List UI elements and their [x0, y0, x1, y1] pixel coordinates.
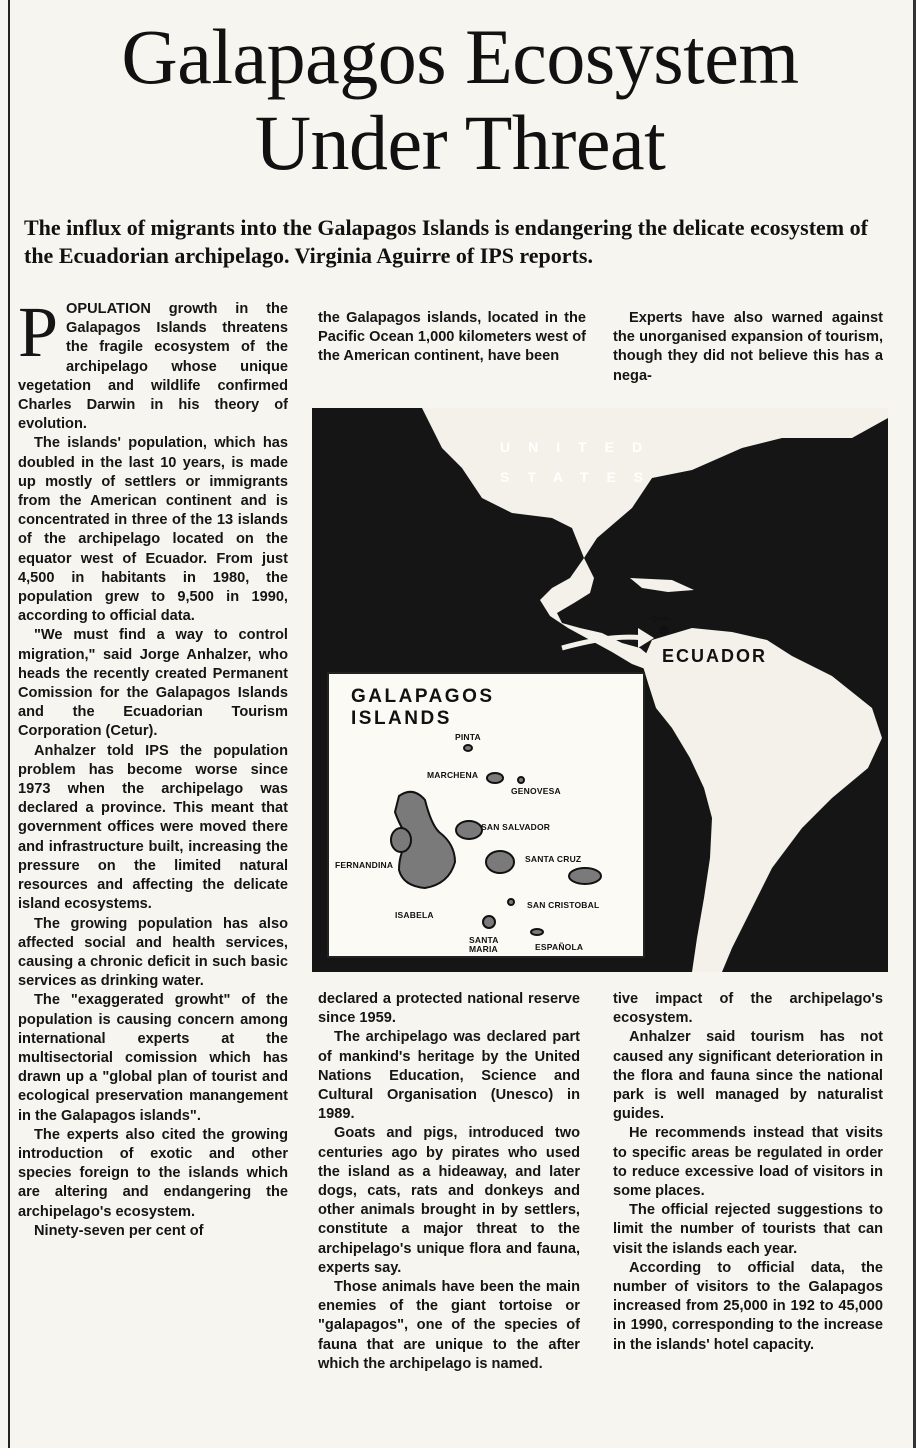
paragraph: the Galapagos islands, located in the Pacific Ocean 1,000 kilometers west of the American continent, have been [318, 310, 586, 365]
label-espanola: ESPAÑOLA [535, 942, 584, 952]
island-genovesa [518, 777, 524, 783]
label-united-states: UNITED STATES [500, 439, 662, 485]
island-marchena [487, 773, 503, 783]
headline [20, 14, 900, 186]
inset-title-line-1: GALAPAGOS [351, 686, 495, 707]
paragraph: Goats and pigs, introduced two centuries ago by pirates who used the island as a hideaway, and later dogs, cats, rats and donkeys and other animals brought in by settlers, constitute a major threat to the archipelago's unique flora and fauna, experts say. [318, 1125, 580, 1276]
island-fernandina [391, 828, 411, 852]
lead-caps: OPULATION [66, 301, 151, 317]
galapagos-islands-shapes [329, 674, 643, 956]
label-ecuador: ECUADOR [662, 646, 768, 666]
drop-cap: P [18, 300, 59, 372]
label-san-salvador: SAN SALVADOR [481, 822, 551, 832]
headline-line-1: Galapagos Ecosystem [121, 13, 799, 100]
label-san-cristobal: SAN CRISTOBAL [527, 900, 600, 910]
island-espanola [531, 929, 543, 935]
article-column-3-bottom [613, 990, 883, 1440]
paragraph [18, 300, 288, 434]
inset-title-line-2: ISLANDS [351, 708, 452, 729]
paragraph: Anhalzer told IPS the population problem has become worse since 1973 when the archipelago was declared a province. This meant that government offices were moved there and infrastructure built, increasing the pressure on the limited natural resources and affecting the delicate island ecosystems. [18, 742, 288, 913]
headline-line-2: Under Threat [254, 99, 666, 186]
label-isabela: ISABELA [395, 910, 434, 920]
island-san-salvador [456, 821, 482, 839]
paragraph: The islands' population, which has doubled in the last 10 years, is made up mostly of settlers or immigrants from the American continent and is concentrated in three of the 13 islands of the archipelago located on the equator west of Ecuador. From just 4,500 in habitants in 1980, the population grew to 9,500 in 1990, according to official data. [18, 435, 288, 625]
paragraph: declared a protected national reserve since 1959. [318, 991, 580, 1027]
article-column-2-top [318, 309, 586, 389]
map-figure [312, 408, 888, 972]
paragraph: "We must find a way to control migration," said Jorge Anhalzer, who heads the recently created Permanent Comission for the Galapagos Islands and the Ecuadorian Tourism Corporation (Cetur). [18, 627, 288, 740]
lead-text: growth in the Galapagos Islands threatens the fragile ecosystem of the archipelago whose unique vegetation and wildlife confirmed Charles Darwin in his theory of evolution. [18, 301, 288, 433]
paragraph: Anhalzer said tourism has not caused any significant deterioration in the flora and fauna since the national park is well managed by naturalist guides. [613, 1029, 883, 1123]
central-america-landmass [540, 558, 652, 670]
label-santa-maria-line-2: MARIA [469, 944, 498, 954]
label-quito: Quito [652, 616, 671, 623]
paragraph: The archipelago was declared part of mankind's heritage by the United Nations Education, Science and Cultural Organisation (Unesco) in 1989. [318, 1029, 580, 1123]
island-santa-cruz [486, 851, 514, 873]
paragraph: Those animals have been the main enemies of the giant tortoise or "galapagos", one of the species of fauna that are unique to the after which the archipelago is named. [318, 1279, 580, 1372]
paragraph: According to official data, the number of visitors to the Galapagos increased from 25,000 in 192 to 45,000 in 1990, corresponding to the increase in the islands' hotel capacity. [613, 1259, 883, 1353]
island-san-cristobal [569, 868, 601, 884]
column-rule-left [8, 0, 10, 1448]
label-santa-cruz: SANTA CRUZ [525, 854, 582, 864]
article-column-2-bottom [318, 990, 580, 1440]
paragraph: Experts have also warned against the unorganised expansion of tourism, though they did not believe this has a nega- [613, 310, 883, 384]
paragraph: The "exaggerated growht" of the population is causing concern among international experts at the multisectorial comission which has drawn up a "global plan of tourist and ecological preservation manangement in the Galapagos islands". [18, 992, 288, 1124]
label-marchena: MARCHENA [427, 770, 479, 780]
paragraph: tive impact of the archipelago's ecosystem. [613, 991, 883, 1027]
label-genovesa: GENOVESA [511, 786, 561, 796]
paragraph: Ninety-seven per cent of [34, 1222, 204, 1239]
deck-summary: The influx of migrants into the Galapagos Islands is endangering the delicate ecosystem of the Ecuadorian archipelago. Virginia Aguirre of IPS reports. [24, 215, 868, 268]
island-santa-maria [483, 916, 495, 928]
paragraph: The official rejected suggestions to limit the number of tourists that can visit the islands each year. [613, 1202, 883, 1257]
label-santa-maria-line-1: SANTA [469, 935, 499, 945]
paragraph: The growing population has also affected social and health services, causing a chronic deficit in such basic services as drinking water. [18, 915, 288, 990]
article-column-1 [18, 300, 288, 1440]
label-fernandina: FERNANDINA [335, 860, 394, 870]
article-column-3-top [613, 309, 883, 389]
caribbean-island [630, 578, 694, 592]
label-pinta: PINTA [455, 732, 481, 742]
quito-marker-icon [659, 625, 669, 635]
paragraph: He recommends instead that visits to specific areas be regulated in order to reduce excessive load of visitors in some places. [613, 1125, 883, 1200]
island-pinta [464, 745, 472, 751]
label-santa-maria [469, 936, 499, 954]
south-america-landmass [642, 628, 882, 972]
galapagos-inset-map [327, 672, 645, 958]
paragraph: The experts also cited the growing introduction of exotic and other species foreign to the islands which are altering and endangering the archipelago's ecosystem. [18, 1126, 288, 1220]
